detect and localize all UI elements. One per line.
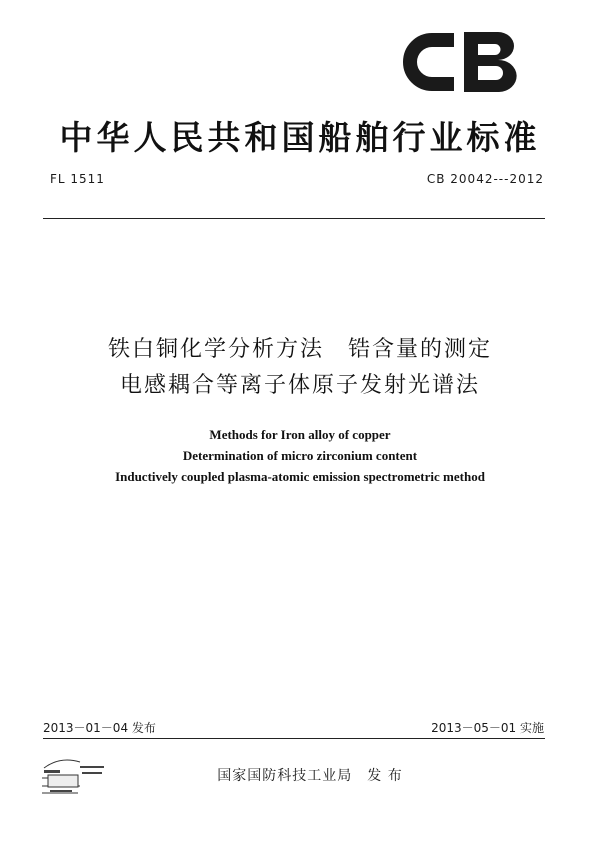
issuing-authority: 国家国防科技工业局 发 布: [217, 768, 403, 784]
chinese-title: [0, 332, 600, 404]
english-title-line-1: Methods for Iron alloy of copper: [209, 427, 391, 442]
ics-code: FL 1511: [50, 172, 105, 186]
chinese-title-line-1: 铁白铜化学分析方法 锆含量的测定: [107, 337, 492, 362]
top-divider: [43, 218, 545, 219]
issue-date: 2013－01－04 发布: [43, 721, 156, 735]
english-title-line-2: Determination of micro zirconium content: [182, 448, 418, 463]
standard-number: CB 20042---2012: [426, 172, 544, 186]
cb-logo: [402, 28, 522, 96]
implementation-date: 2013－05－01 实施: [431, 721, 544, 735]
english-title-line-3: Inductively coupled plasma-atomic emission spectrometric method: [115, 469, 485, 484]
english-title: [0, 424, 600, 487]
bottom-divider: [43, 738, 545, 739]
organization-title: 中华人民共和国船舶行业标准: [59, 118, 541, 157]
cb-logo-icon: [402, 28, 522, 96]
chinese-title-line-2: 电感耦合等离子体原子发射光谱法: [119, 373, 480, 398]
